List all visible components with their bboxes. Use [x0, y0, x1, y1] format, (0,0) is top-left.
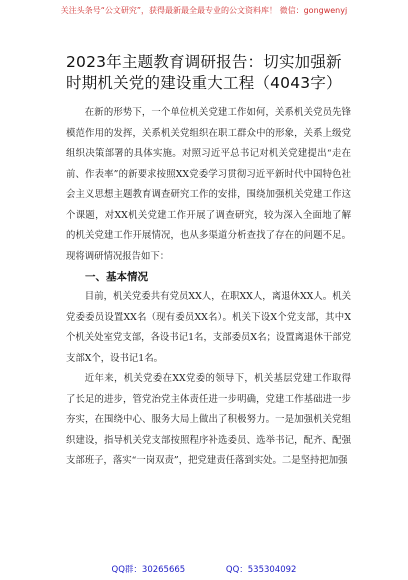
footer-qq-number: QQ：535304092 — [225, 565, 297, 575]
document-title: 2023年主题教育调研报告：切实加强新时期机关党的建设重大工程（4043字） — [66, 53, 342, 92]
basic-situation-paragraph-1: 目前，机关党委共有党员XX人，在职XX人，离退休XX人。机关党委委员设置XX名（现有委员XX名）。机关下设X个党支部，其中X个机关处室党支部，各设书记1名，支部委员X名；设置离退休干部党支部X个，设书记1名。 — [66, 291, 351, 364]
footer-contact — [0, 565, 408, 575]
section-heading-basic-situation: 一、基本情况 — [85, 271, 148, 283]
document-body — [66, 52, 351, 472]
header-banner: 关注头条号“公文研究”，获得最新最全最专业的公文资料库！ 微信：gongwenyj — [60, 6, 348, 15]
footer-qq-group: QQ群：30265665 — [111, 565, 186, 575]
basic-situation-paragraph-2: 近年来，机关党委在XX党委的领导下，机关基层党建工作取得了长足的进步，管党治党主体责任进一步明确，党建工作基础进一步夯实，在围绕中心、服务大局上做出了积极努力。一是加强机关党组织建设，指导机关党支部按照程序补选委员、选举书记，配齐、配强支部班子，落实“一岗双责”，把党建责任落到实处。二是坚持把加强 — [66, 373, 351, 466]
intro-paragraph: 在新的形势下，一个单位机关党建工作如何，关系机关党员先锋模范作用的发挥，关系机关党组织在职工群众中的形象，关系上级党组织决策部署的具体实施。对照习近平总书记对机关党建提出“走在前、作表率”的新要求按照XX党委学习贯彻习近平新时代中国特色社会主义思想主题教育调查研究工作的安排，围绕加强机关党建工作这个课题，对XX机关党建工作开展了调查研究，较为深入全面地了解的机关党建工作开展情况，也从多渠道分析查找了存在的问题不足。现将调研情况报告如下： — [66, 107, 351, 262]
